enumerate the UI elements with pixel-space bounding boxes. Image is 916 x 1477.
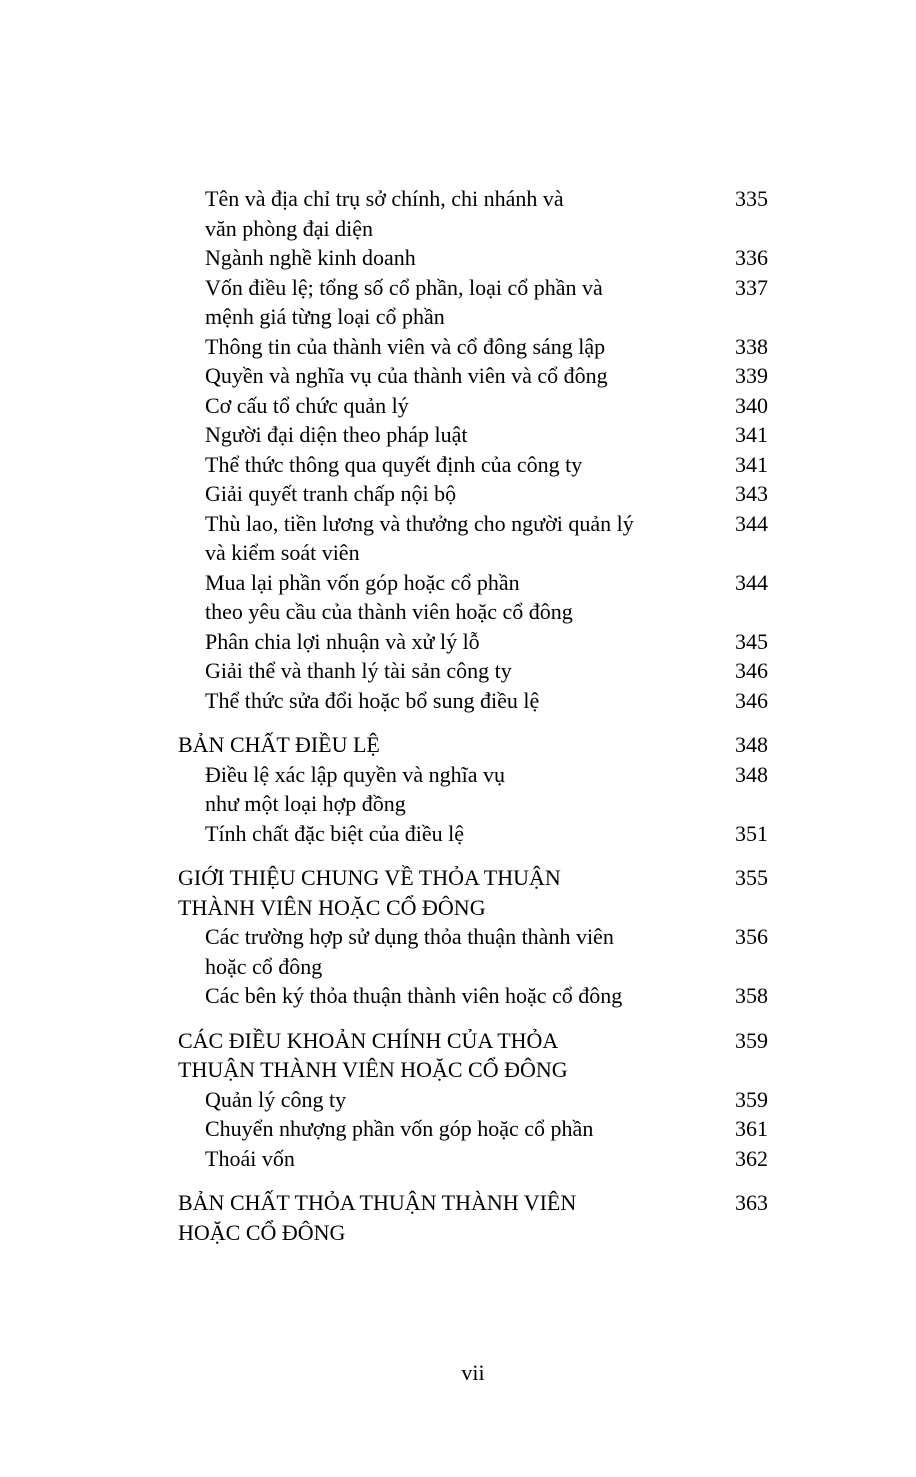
- toc-entry-page: 337: [735, 274, 768, 300]
- toc-entry-page: 346: [735, 687, 768, 713]
- toc-entry: [178, 819, 768, 849]
- toc-entry-title: Phân chia lợi nhuận và xử lý lỗ: [205, 628, 480, 654]
- toc-list: [178, 184, 768, 1247]
- toc-entry-title: Thông tin của thành viên và cổ đông sáng lập: [205, 333, 606, 359]
- toc-entry: [178, 184, 768, 243]
- toc-section-heading: [178, 1026, 768, 1085]
- toc-entry: [178, 420, 768, 450]
- toc-entry-title: BẢN CHẤT THỎA THUẬN THÀNH VIÊN HOẶC CỔ ĐÔNG: [178, 1190, 577, 1245]
- toc-entry-title: Tên và địa chỉ trụ sở chính, chi nhánh và văn phòng đại diện: [205, 186, 564, 241]
- toc-entry-title: GIỚI THIỆU CHUNG VỀ THỎA THUẬN THÀNH VIÊN HOẶC CỔ ĐÔNG: [178, 865, 561, 920]
- toc-entry-title: Chuyển nhượng phần vốn góp hoặc cổ phần: [205, 1116, 594, 1141]
- toc-entry-page: 359: [735, 1027, 768, 1053]
- toc-entry-title: Thể thức thông qua quyết định của công ty: [205, 451, 583, 477]
- toc-entry: [178, 509, 768, 568]
- toc-entry-title: Cơ cấu tổ chức quản lý: [205, 392, 409, 418]
- toc-entry-title: Điều lệ xác lập quyền và nghĩa vụ như một loại hợp đồng: [205, 761, 505, 816]
- toc-entry-title: Quyền và nghĩa vụ của thành viên và cổ đông: [205, 363, 608, 388]
- toc-entry-page: 340: [735, 392, 768, 418]
- toc-entry-page: 363: [735, 1190, 768, 1215]
- toc-entry: [178, 1085, 768, 1115]
- toc-entry-title: Các bên ký thỏa thuận thành viên hoặc cổ đông: [205, 983, 623, 1008]
- toc-entry-page: 343: [735, 481, 768, 506]
- toc-entry-page: 344: [735, 569, 768, 595]
- toc-entry-page: 351: [735, 820, 768, 846]
- toc-entry-title: Các trường hợp sử dụng thỏa thuận thành viên hoặc cổ đông: [205, 924, 614, 979]
- toc-entry-title: Thể thức sửa đổi hoặc bổ sung điều lệ: [205, 687, 540, 713]
- toc-entry-title: Thù lao, tiền lương và thưởng cho người quản lý và kiểm soát viên: [205, 510, 634, 565]
- toc-entry-page: 345: [735, 628, 768, 654]
- toc-entry-title: BẢN CHẤT ĐIỀU LỆ: [178, 732, 380, 757]
- toc-entry-title: Giải quyết tranh chấp nội bộ: [205, 481, 457, 506]
- toc-section-heading: [178, 730, 768, 760]
- toc-entry-page: 356: [735, 924, 768, 949]
- toc-entry-page: 355: [735, 865, 768, 890]
- toc-entry: [178, 243, 768, 273]
- toc-entry: [178, 656, 768, 686]
- toc-entry: [178, 981, 768, 1011]
- toc-entry: [178, 922, 768, 981]
- toc-entry-title: Thoái vốn: [205, 1145, 295, 1171]
- toc-entry-page: 339: [735, 363, 768, 388]
- toc-entry-page: 348: [735, 761, 768, 787]
- toc-section-heading: [178, 1188, 768, 1247]
- toc-entry: [178, 1114, 768, 1144]
- toc-entry-page: 362: [735, 1145, 768, 1171]
- toc-entry-page: 346: [735, 658, 768, 683]
- toc-entry-page: 338: [735, 333, 768, 359]
- toc-section-heading: [178, 863, 768, 922]
- toc-entry: [178, 450, 768, 480]
- toc-entry: [178, 361, 768, 391]
- toc-entry-title: Quản lý công ty: [205, 1086, 347, 1112]
- toc-entry-page: 359: [735, 1086, 768, 1112]
- toc-entry-page: 335: [735, 186, 768, 211]
- toc-entry: [178, 391, 768, 421]
- toc-entry-page: 348: [735, 732, 768, 757]
- toc-entry: [178, 1144, 768, 1174]
- toc-entry: [178, 273, 768, 332]
- toc-entry-title: Mua lại phần vốn góp hoặc cổ phần theo yêu cầu của thành viên hoặc cổ đông: [205, 569, 573, 624]
- toc-entry: [178, 760, 768, 819]
- toc-entry-page: 344: [735, 510, 768, 536]
- page-number-footer: vii: [461, 1360, 485, 1385]
- toc-entry-page: 361: [735, 1116, 768, 1141]
- toc-entry-page: 336: [735, 245, 768, 270]
- toc-entry: [178, 686, 768, 716]
- toc-entry-title: Vốn điều lệ; tổng số cổ phần, loại cổ phần và mệnh giá từng loại cổ phần: [205, 274, 603, 329]
- toc-entry-page: 358: [735, 983, 768, 1008]
- toc-entry: [178, 568, 768, 627]
- toc-entry-title: Tính chất đặc biệt của điều lệ: [205, 820, 464, 846]
- toc-entry-page: 341: [735, 422, 768, 447]
- toc-entry: [178, 627, 768, 657]
- toc-entry-title: Người đại diện theo pháp luật: [205, 422, 468, 447]
- toc-entry-page: 341: [735, 451, 768, 477]
- toc-entry-title: Ngành nghề kinh doanh: [205, 245, 416, 270]
- toc-entry: [178, 479, 768, 509]
- toc-entry-title: Giải thể và thanh lý tài sản công ty: [205, 658, 512, 683]
- toc-entry: [178, 332, 768, 362]
- toc-entry-title: CÁC ĐIỀU KHOẢN CHÍNH CỦA THỎA THUẬN THÀNH VIÊN HOẶC CỔ ĐÔNG: [178, 1027, 568, 1082]
